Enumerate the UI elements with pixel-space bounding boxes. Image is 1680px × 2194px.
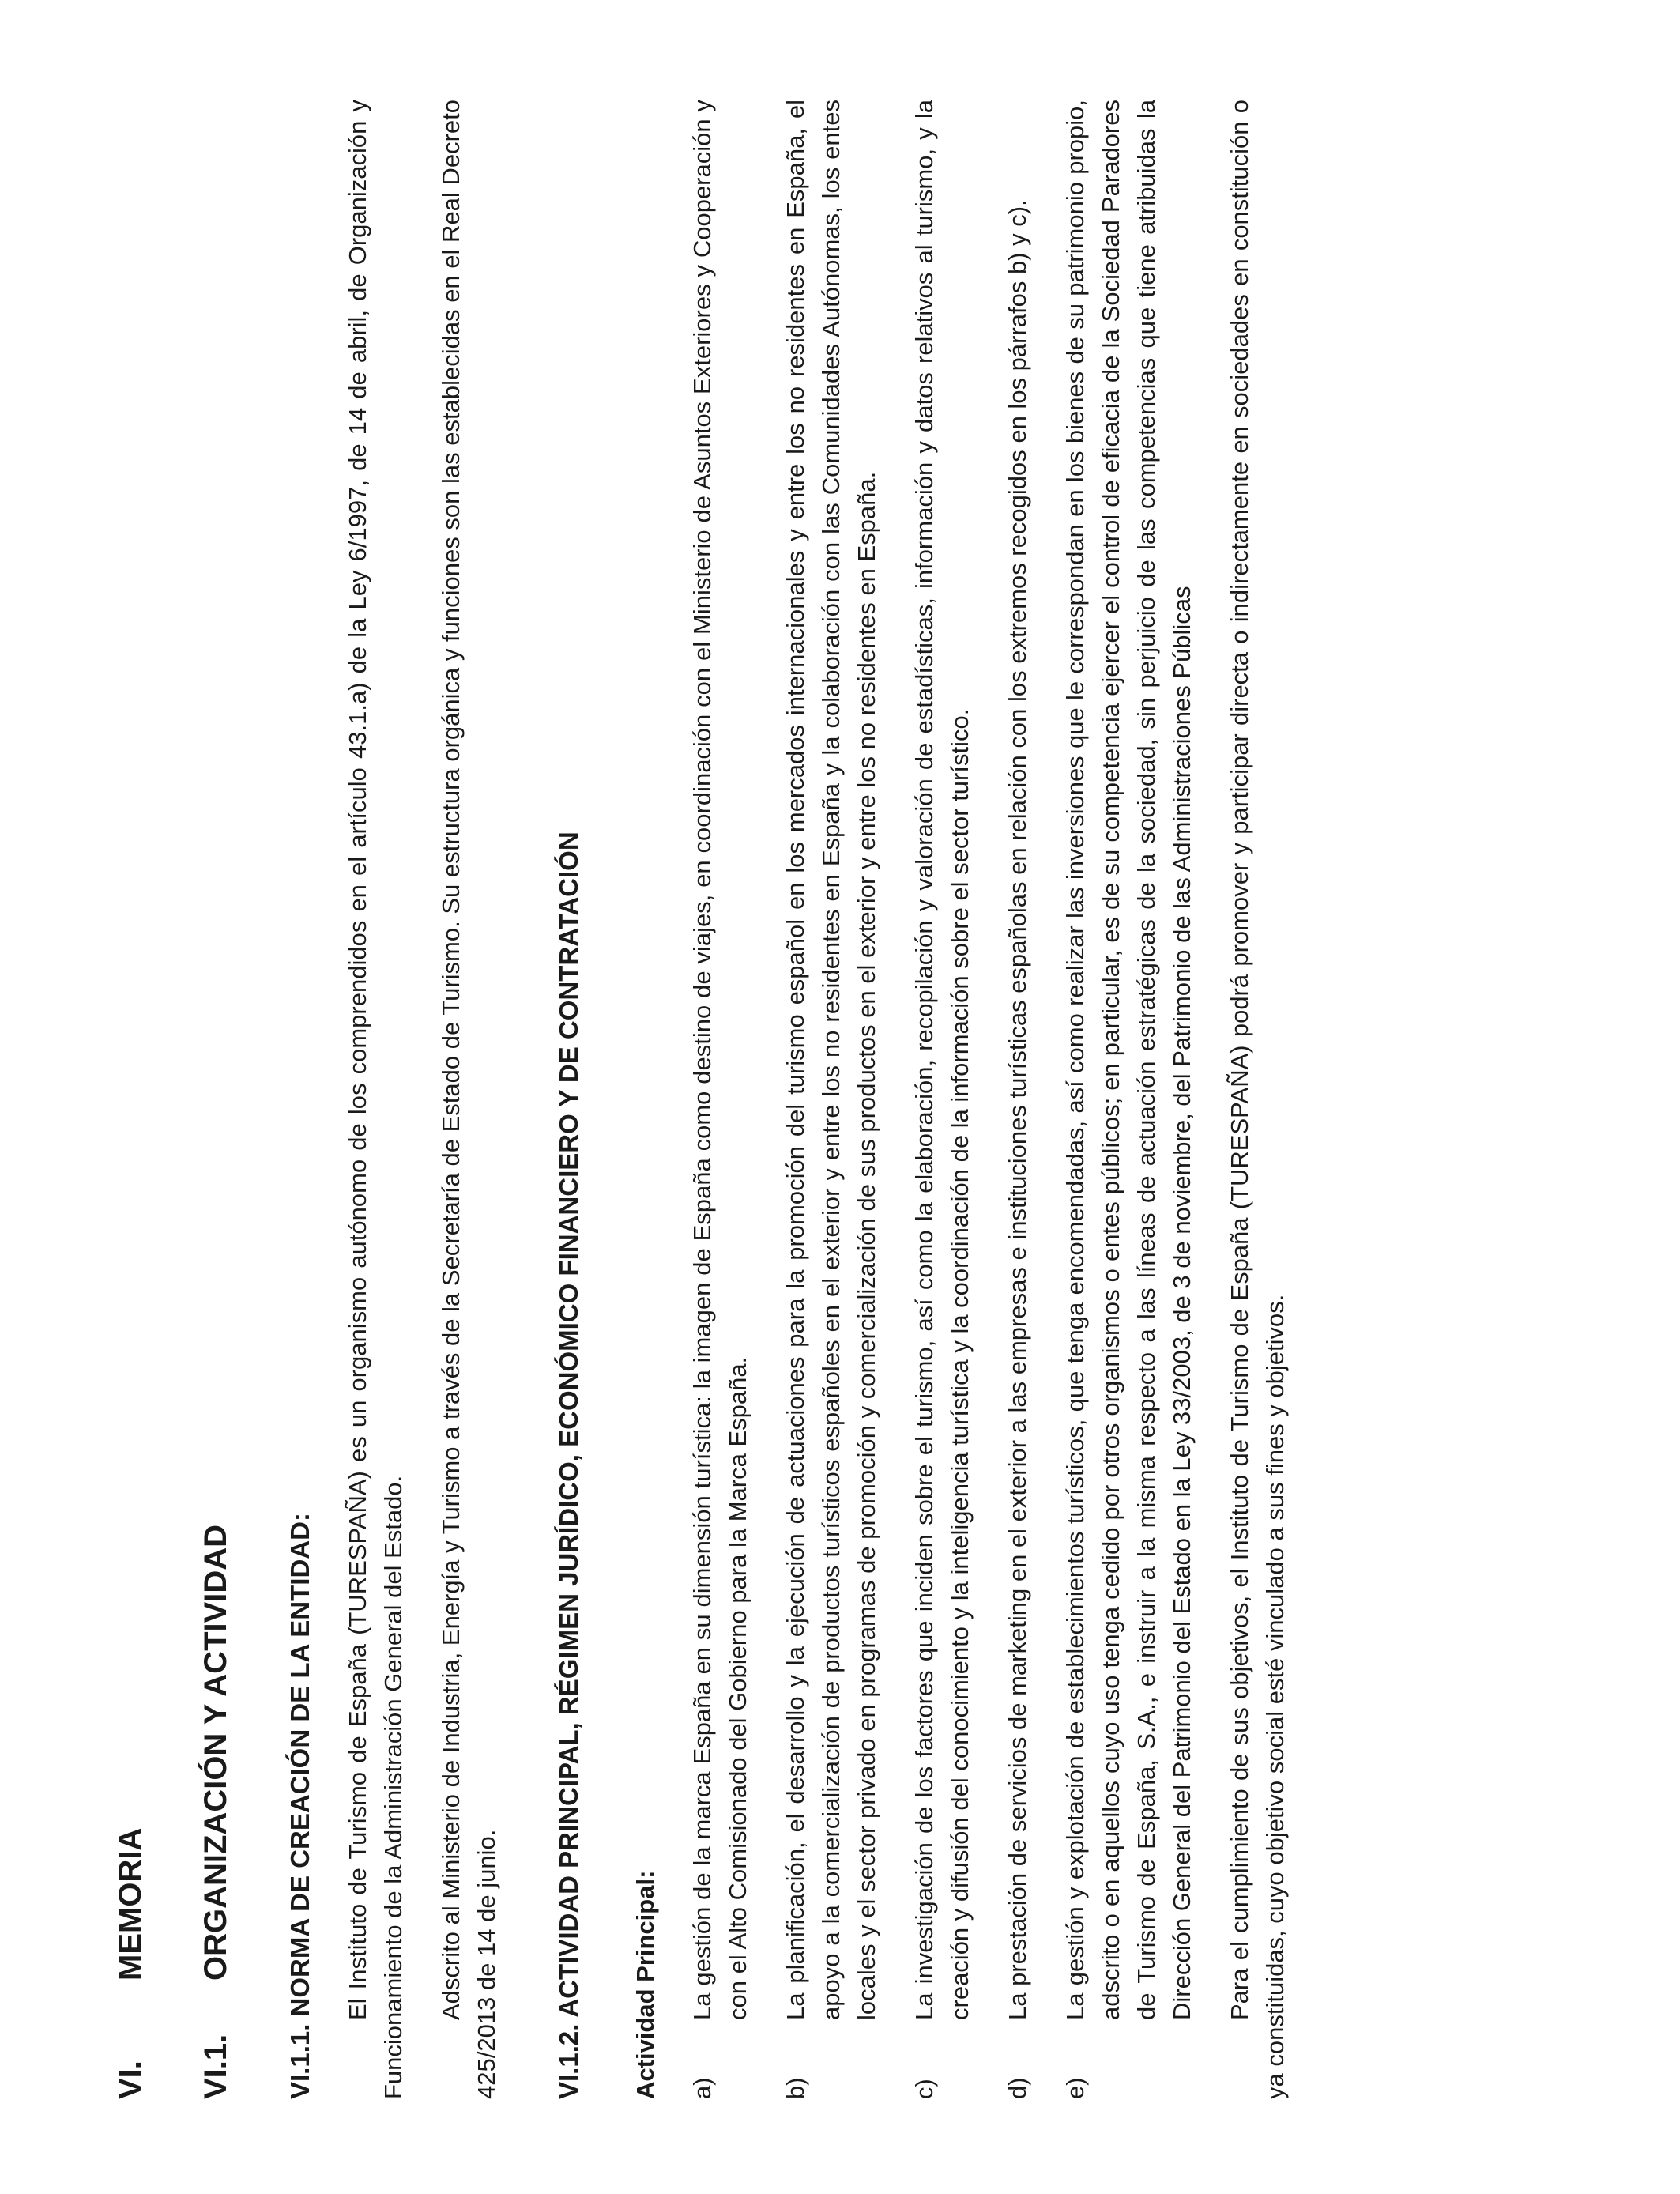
paragraph-final: Para el cumplimiento de sus objetivos, el Instituto de Turismo de España (TURESPAÑA) podrá promover y participar directa o indirectamente en sociedades en constitución o ya constituidas, cuyo objetivo social esté vinculado a sus fines y objetivos. bbox=[1226, 100, 1289, 2099]
list-item-text: La gestión y explotación de establecimientos turísticos, que tenga encomendadas, así como realizar las inversiones que le correspondan en los bienes de su patrimonio propio, adscrito o en aquellos cuyo uso tenga cedido por otros organismos o entes públicos; en particular, es de su competencia ejercer el control de eficacia de la Sociedad Paradores de Turismo de España, S.A., e instruir a la misma respecto a las líneas de actuación estratégicas de la sociedad, sin perjuicio de las competencias que tiene atribuidas la Dirección General del Patrimonio del Estado en la Ley 33/2003, de 3 de noviembre, del Patrimonio de las Administraciones Públicas bbox=[1061, 100, 1196, 2020]
list-item bbox=[906, 100, 977, 2099]
document-page bbox=[95, 100, 1293, 2099]
list-item-text: La investigación de los factores que inciden sobre el turismo, así como la elaboración, recopilación y valoración de estadísticas, información y datos relativos al turismo, y la creación y difusión del conocimiento y la inteligencia turística y la coordinación de la información sobre el sector turístico. bbox=[910, 100, 974, 2020]
paragraph-turespana: El Instituto de Turismo de España (TURESPAÑA) es un organismo autónomo de los comprendidos en el artículo 43.1.a) de la Ley 6/1997, de 14 de abril, de Organización y Funcionamiento de la Administración General del Estado. bbox=[344, 100, 407, 2099]
heading-organizacion bbox=[196, 100, 235, 2099]
list-item bbox=[778, 100, 884, 2099]
list-item-label: e) bbox=[1061, 2077, 1089, 2099]
list-item-text: La gestión de la marca España en su dimensión turística: la imagen de España como destino de viajes, en coordinación con el Ministerio de Asuntos Exteriores y Cooperación y con el Alto Comisionado del Gobierno para la Marca España. bbox=[688, 100, 751, 2020]
paragraph-adscrito: Adscrito al Ministerio de Industria, Energía y Turismo a través de la Secretaría de Estado de Turismo. Su estructura orgánica y funciones son las establecidas en el Real Decreto 425/2013 de 14 de junio. bbox=[437, 100, 500, 2099]
section-title-norma: VI.1.1. NORMA DE CREACIÓN DE LA ENTIDAD: bbox=[285, 1513, 315, 2099]
list-item-label: a) bbox=[688, 2077, 716, 2099]
heading-title: MEMORIA bbox=[113, 1827, 148, 1981]
list-item-label: b) bbox=[782, 2077, 809, 2099]
list-item bbox=[1057, 100, 1200, 2099]
list-item-label: c) bbox=[910, 2079, 938, 2099]
heading-number: VI. bbox=[113, 2060, 148, 2099]
activity-list bbox=[684, 100, 1200, 2099]
list-item-text: La planificación, el desarrollo y la ejecución de actuaciones para la promoción del turismo español en los mercados internacionales y entre los no residentes en España, el apoyo a la comercialización de productos turísticos españoles en el exterior y entre los no residentes en España y la colaboración con las Comunidades Autónomas, los entes locales y el sector privado en programas de promoción y comercialización de sus productos en el exterior y entre los no residentes en España. bbox=[782, 100, 880, 2020]
heading-number: VI.1. bbox=[198, 2034, 233, 2099]
section-title-actividad: VI.1.2. ACTIVIDAD PRINCIPAL, RÉGIMEN JURÍDICO, ECONÓMICO FINANCIERO Y DE CONTRATACIÓN bbox=[554, 831, 583, 2099]
subsection-title-actividad-principal: Actividad Principal: bbox=[631, 1870, 659, 2099]
list-item-text: La prestación de servicios de marketing en el exterior a las empresas e instituciones turísticas españolas en relación con los extremos recogidos en los párrafos b) y c). bbox=[1004, 199, 1031, 2020]
heading-memoria bbox=[111, 100, 150, 2099]
list-item bbox=[684, 100, 755, 2099]
list-item bbox=[1000, 100, 1035, 2099]
list-item-label: d) bbox=[1004, 2077, 1031, 2099]
heading-title: ORGANIZACIÓN Y ACTIVIDAD bbox=[198, 1524, 233, 1981]
